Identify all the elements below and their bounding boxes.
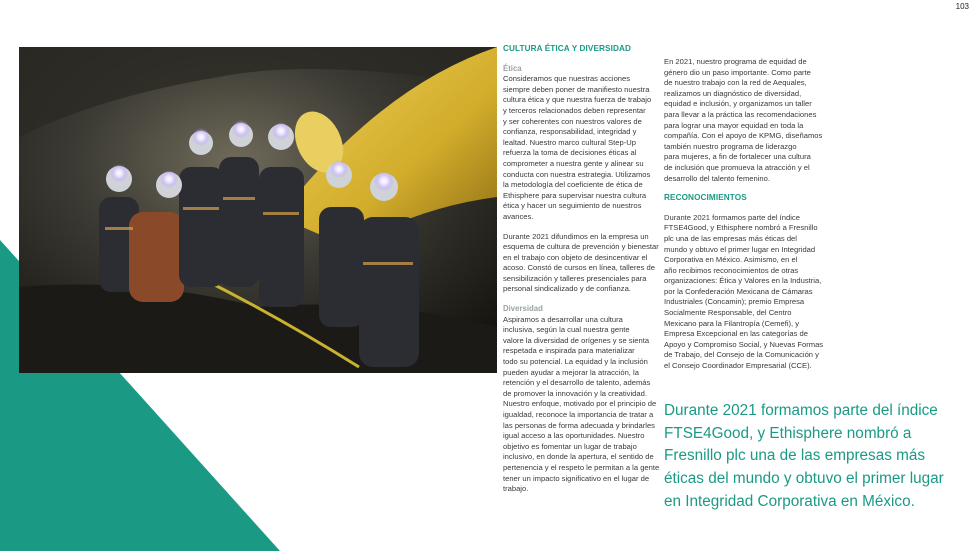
paragraph-etica-1: Consideramos que nuestras acciones siempre deben poner de manifiesto nuestra cultura ética y que nuestra fuerza de trabajo y terceros relacionados deben representar y ser coherentes con nuestros valores de confianza, responsabilidad, integridad y lealtad. Nuestro marco cultural Step-Up refuerza la toma de decisiones éticas al comprometer a nuestra gente y alinear su conducta con nuestra estrategia. Utilizamos la metodología del coeficiente de ética de Ethisphere para supervisar nuestra cultura ética y hacer un seguimiento de nuestros avances. bbox=[503, 74, 652, 221]
section-title-cultura-etica: CULTURA ÉTICA Y DIVERSIDAD bbox=[503, 44, 631, 53]
paragraph-diversidad: Aspiramos a desarrollar una cultura inclusiva, según la cual nuestra gente valore la diversidad de orígenes y se sienta respetada e inspirada para materializar todo su potencial. La equidad y la inclusión pueden ayudar a mejorar la atracción, la retención y el desarrollo de talento, además de promover la innovación y la creatividad. Nuestro enfoque, motivado por el principio de igualdad, reconoce la importancia de tratar a las personas de forma adecuada y brindarles igual acceso a las oportunidades. Nuestro objetivo es fomentar un lugar de trabajo inclusivo, en donde la apertura, el sentido de pertenencia y el respeto le permitan a la gente tener un impacto significativo en el lugar de trabajo. bbox=[503, 314, 660, 494]
page-number: 103 bbox=[955, 2, 969, 11]
subheading-etica: Ética bbox=[503, 63, 522, 73]
paragraph-equidad-genero: En 2021, nuestro programa de equidad de género dio un paso importante. Como parte de nuestro trabajo con la red de Aequales, realizamos un diagnóstico de diversidad, equidad e inclusión, y organizamos un taller para llevar a la práctica las recomendaciones para lograr una mayor equidad en toda la compañía. Con el apoyo de KPMG, diseñamos también nuestro programa de liderazgo para mujeres, a fin de fortalecer una cultura de inclusión que promueva la atracción y el desarrollo del talento femenino. bbox=[664, 57, 823, 183]
subheading-diversidad: Diversidad bbox=[503, 304, 543, 314]
column-equidad-reconocimientos bbox=[664, 57, 824, 381]
column-etica-diversidad bbox=[503, 44, 661, 504]
paragraph-reconocimientos: Durante 2021 formamos parte del índice FTSE4Good, y Ethisphere nombró a Fresnillo plc una de las empresas más éticas del mundo y obtuvo el primer lugar en Integridad Corporativa en México. Asimismo, en el año recibimos reconocimientos de otras organizaciones: Ética y Valores en la Industria, por la Confederación Mexicana de Cámaras Industriales (Concamin); premio Empresa Socialmente Responsable, del Centro Mexicano para la Filantropía (Cemefi), y Empresa Excepcional en las categorías de Apoyo y Compromiso Social, y Nuevas Formas de Trabajo, del Consejo de la Comunicación y el Consejo Coordinador Empresarial (CCE). bbox=[664, 212, 824, 371]
section-title-reconocimientos: RECONOCIMIENTOS bbox=[664, 193, 747, 203]
paragraph-etica-2: Durante 2021 difundimos en la empresa un esquema de cultura de prevención y bienestar en el trabajo con objeto de desincentivar el acoso. Constó de cursos en línea, talleres de sensibilización y talleres presenciales para personal sindicalizado y de confianza. bbox=[503, 231, 659, 294]
pull-quote: Durante 2021 formamos parte del índice FTSE4Good, y Ethisphere nombró a Fresnillo plc una de las empresas más éticas del mundo y obtuvo el primer lugar en Integridad Corporativa en México. bbox=[664, 402, 944, 510]
miners-photo bbox=[19, 47, 497, 373]
